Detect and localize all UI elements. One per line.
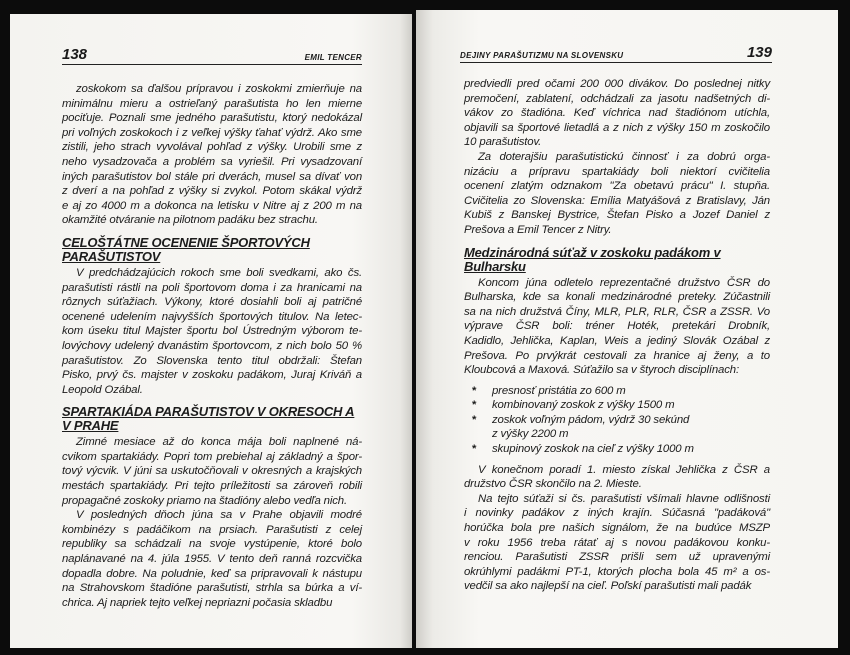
text-line: družstvo ČSR skončilo na 2. Mieste. bbox=[464, 478, 642, 491]
list-item-text: z výšky 2200 m bbox=[492, 428, 569, 441]
text-line: Bulharska, kde sa konali medzinárodné preteky. Zúčastnili bbox=[464, 291, 770, 304]
text-line: 10 parašutistov. bbox=[464, 136, 542, 149]
left-page bbox=[10, 14, 412, 648]
text-line: rôznych súťažiach. Výkony, ktoré dosiahli boli aj patričné bbox=[62, 296, 362, 309]
heading-line: CELOŠTÁTNE OCENENIE ŠPORTOVÝCH bbox=[62, 234, 310, 250]
text-line: Leopold Ozábal. bbox=[62, 383, 143, 396]
text-line: Kloubcová a Maxová. Súťažilo sa v štyroch disciplínach: bbox=[464, 364, 739, 377]
text-line: premočení, zablatení, odchádzali za jasotu nadšetných di- bbox=[464, 92, 770, 105]
text-line: V predchádzajúcich rokoch sme boli svedkami, ako čs. bbox=[76, 266, 362, 279]
text-line: Kadidlo, Jehlička, Kaplan, Weis a jediný Slovák Ozábal z bbox=[464, 334, 770, 347]
text-line: minimálnu mieru a ostrieľaný parašutista ho len mierne bbox=[62, 97, 362, 110]
paragraph bbox=[62, 435, 362, 508]
paragraph bbox=[464, 463, 770, 492]
paragraph bbox=[62, 508, 362, 610]
list-item-text: presnosť pristátia zo 600 m bbox=[492, 384, 626, 397]
list-item-text: skupinový zoskok na cieľ z výšky 1000 m bbox=[492, 443, 694, 456]
bullet-icon: * bbox=[472, 399, 477, 412]
text-line: parašutistov. Zo Slovenska tento titul obdržali: Štefan bbox=[62, 354, 362, 367]
paragraph bbox=[464, 492, 770, 594]
text-line: Za doterajšiu parašutistickú činnosť i za dobrú orga- bbox=[478, 150, 770, 163]
text-line: dopadla dobre. Na poludnie, keď sa pripravovali k nástupu bbox=[62, 567, 362, 580]
text-line: V posledných dňoch júna sa v Prahe objavili modré bbox=[76, 509, 362, 522]
text-line: sa na nich družstvá Číny, MLR, PLR, RLR, ČSR a ZSSR. Vo bbox=[464, 305, 770, 318]
text-line: Prešova. Po prvýkrát cestovali za hranice aj ženy, a to bbox=[464, 349, 770, 362]
page-header bbox=[62, 48, 362, 65]
text-line: Prešova a Emil Tencer z Nitry. bbox=[464, 223, 612, 236]
paragraph bbox=[464, 276, 770, 378]
text-line: V konečnom poradí 1. miesto získal Jehlička z ČSR a bbox=[478, 463, 770, 476]
right-page bbox=[416, 10, 838, 648]
text-line: e aj zo 4000 m a dokonca na letisku v Nitre aj z 200 m na bbox=[62, 199, 362, 212]
text-line: pociťuje. Poznali sme jedného parašutistu, ktorý nedokázal bbox=[62, 112, 362, 125]
bullet-list bbox=[464, 384, 770, 457]
text-line: v roku 1956 treba rátať aj s novou padákovou konku- bbox=[464, 536, 770, 549]
heading-line: Bulharsku bbox=[464, 258, 526, 274]
paragraph bbox=[62, 266, 362, 397]
text-column bbox=[464, 77, 770, 600]
text-line: z dverí a na pohľad z výšky si zvykol. Potom skákal výdrž bbox=[62, 185, 362, 198]
running-head: DEJINY PARAŠUTIZMU NA SLOVENSKU bbox=[460, 51, 624, 60]
text-line: vákov zo štadióna. Keď víchrica nad štadiónom utíchla, bbox=[464, 107, 770, 120]
text-line: kom úseku titul Majster športu bol Ústredným výborom te- bbox=[62, 325, 362, 338]
text-line: renciou. Parašutisti ZSSR prišli sem už upravenými bbox=[464, 551, 770, 564]
paragraph bbox=[62, 82, 362, 228]
text-line: propagačné zoskoky priamo na štadióny alebo vedľa nich. bbox=[62, 494, 347, 507]
heading-line: Medzinárodná súťaž v zoskoku padákom v bbox=[464, 244, 721, 260]
text-column bbox=[62, 82, 362, 616]
list-item bbox=[464, 384, 770, 399]
list-item bbox=[464, 413, 770, 428]
text-line: cvikom spartakiády. Popri tom prebiehal aj základný a špor- bbox=[62, 450, 362, 463]
text-line: horúčka bola pre našich signálom, že na budúce MSZP bbox=[464, 522, 770, 535]
text-line: kombinézy s padáčikom na prsiach. Parašutisti z celej bbox=[62, 523, 362, 536]
running-head: EMIL TENCER bbox=[304, 53, 362, 62]
text-line: predviedli pred očami 200 000 divákov. Do poslednej nitky bbox=[464, 78, 770, 90]
page-number: 139 bbox=[746, 44, 772, 61]
list-item-text: zoskok voľným pádom, výdrž 30 sekúnd bbox=[492, 413, 690, 426]
page-number: 138 bbox=[62, 46, 88, 63]
text-line: Pisko, prvý čs. majster v zoskoku padákom, Juraj Kriváň a bbox=[62, 369, 362, 382]
text-line: okrúhlymi padákmi PT-1, ktorých plocha bola 45 m² a os- bbox=[464, 565, 770, 578]
text-line: iných parašutistov bol stále pri dverách, musel sa dívať von bbox=[62, 170, 362, 183]
text-line: lovýchovy udelený dvanástim športovcom, z nich bolo 50 % bbox=[62, 339, 362, 352]
text-line: ocenení zlatým odznakom "Za obetavú prácu" I. stupňa. bbox=[464, 180, 770, 193]
text-line: pri voľných zoskokoch i z veľkej výšky ťahať výdrž. Ako sme bbox=[62, 126, 362, 139]
bullet-icon: * bbox=[472, 384, 477, 397]
text-line: republiky sa schádzali na svoje vystúpenie, ktoré bolo bbox=[62, 538, 362, 551]
section-heading bbox=[464, 246, 770, 274]
bullet-spacer bbox=[464, 427, 492, 442]
heading-line: SPARTAKIÁDA PARAŠUTISTOV V OKRESOCH A bbox=[62, 404, 355, 420]
text-line: mestách spartakiády. Pri tejto príležitosti sa zároveň robili bbox=[62, 480, 362, 493]
heading-line: PARAŠUTISTOV bbox=[62, 248, 161, 264]
text-line: naplánavané na 4. júla 1955. V tento deň ranná rozcvička bbox=[62, 553, 362, 566]
bullet-icon: * bbox=[472, 443, 477, 456]
text-line: tový výcvik. V júni sa uskutočňovali v okresných a krajských bbox=[62, 465, 362, 478]
text-line: okamžité otváranie na pilotnom padáku bez strachu. bbox=[62, 214, 318, 227]
text-line: zistili, jeho strach vyvolával pohľad z výšky. Urobili sme z bbox=[62, 141, 362, 154]
text-line: Cvičitelia zo Slovenska: Emília Matyášová z Bratislavy, Ján bbox=[464, 194, 770, 207]
text-line: Na tejto súťaži si čs. parašutisti všímali hlavne odlišnosti bbox=[478, 492, 770, 505]
text-line: Kubiš z Banskej Bystrice, Štefan Pisko a Jozef Daniel z bbox=[464, 209, 770, 222]
text-line: parašutisti rástli na poli športovom doma i za hranicami na bbox=[62, 281, 362, 294]
section-heading bbox=[62, 236, 362, 264]
list-item bbox=[464, 442, 770, 457]
text-line: na Strahovskom štadióne parašutisti, strhla sa búrka a ví- bbox=[62, 582, 362, 595]
text-line: i novinky padákov z iných krajín. Súčasná "padáková" bbox=[464, 507, 770, 520]
text-line: Zimné mesiace až do konca mája boli naplnené ná- bbox=[76, 436, 362, 449]
text-line: výprave ČSR boli: tréner Hoték, pretekári Drobník, bbox=[464, 320, 770, 333]
text-line: zoskokom sa ďalšou prípravou i zoskokmi zmierňuje na bbox=[76, 83, 362, 95]
text-line: nizáciu a prípravu spartakiády boli niektorí cvičitelia bbox=[464, 165, 770, 178]
list-item bbox=[464, 398, 770, 413]
paragraph bbox=[464, 150, 770, 238]
page-header bbox=[460, 46, 772, 63]
text-line: neho vysadzovača a problém sa vyriešil. Pri vysadzovaní bbox=[62, 155, 362, 168]
section-heading bbox=[62, 405, 362, 433]
text-line: vedčil sa ako najlepší na cieľ. Poľskí parašutisti mali padák bbox=[464, 580, 752, 593]
heading-line: V PRAHE bbox=[62, 418, 119, 434]
text-line: chrica. Aj napriek tejto veľkej nepriazni počasia skladbu bbox=[62, 596, 333, 609]
text-line: ocenené udelením najvyšších športových titulov. Na letec- bbox=[62, 310, 362, 323]
list-item bbox=[464, 427, 770, 442]
list-item-text: kombinovaný zoskok z výšky 1500 m bbox=[492, 399, 675, 412]
paragraph bbox=[464, 77, 770, 150]
text-line: Koncom júna odletelo reprezentačné družstvo ČSR do bbox=[478, 276, 770, 289]
bullet-icon: * bbox=[472, 413, 477, 426]
text-line: objavili sa športové lietadlá a z nich z výšky 150 m zoskočilo bbox=[464, 121, 770, 134]
